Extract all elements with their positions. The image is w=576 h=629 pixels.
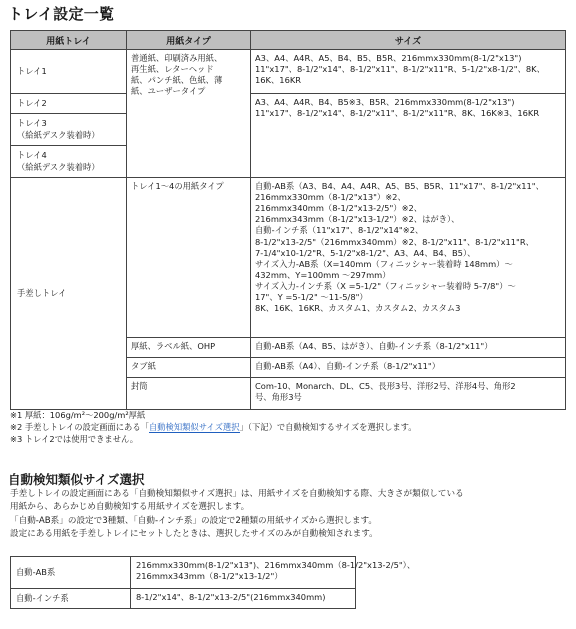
size-line: サイズ入力-AB系（X=140mm（フィニッシャー装着時 148mm）～ xyxy=(255,258,513,269)
size-line: 11"x17"、8-1/2"x14"、8-1/2"x11"、8-1/2"x11"R、5-1/2"x8-1/2"、8K、 xyxy=(255,64,545,75)
tray3-label: トレイ3 xyxy=(17,118,47,129)
size-line: 216mmx330mm（8-1/2"x13"）※2、 xyxy=(255,192,406,203)
size-line: A3、A4、A4R、A5、B4、B5、B5R、216mmx330mm(8-1/2"x13") xyxy=(255,53,522,63)
auto-detect-table xyxy=(10,556,416,609)
auto-ab-label: 自動-AB系 xyxy=(11,557,131,589)
size-line: 7-1/4"x10-1/2"R、5-1/2"x8-1/2"、A3、A4、B4、B5）、 xyxy=(255,247,476,258)
table-row xyxy=(11,589,356,609)
size-line: 自動-AB系（A3、B4、A4、A4R、A5、B5、B5R、11"x17"、8-1/2"x11"、 xyxy=(255,181,544,191)
bypass-type-cell: 封筒 xyxy=(127,378,251,410)
bypass-type-cell: タブ紙 xyxy=(127,358,251,378)
col-header-size: サイズ xyxy=(251,31,566,50)
size-line: 17"、Y =5-1/2" ～11-5/8"） xyxy=(255,292,368,303)
bypass-type-cell: トレイ1～4の用紙タイプ xyxy=(127,178,251,338)
description-line: 「自動-AB系」の設定で3種類、「自動-インチ系」の設定で2種類の用紙サイズから選択します。 xyxy=(10,515,377,526)
auto-ab-value xyxy=(131,557,416,589)
bypass-size-cell xyxy=(251,358,566,378)
section-description xyxy=(10,488,570,541)
page-title: トレイ設定一覧 xyxy=(8,5,115,23)
footnote-1: ※1 厚紙：106g/m²～200g/m²厚紙 xyxy=(10,410,146,420)
tray3-cell xyxy=(11,114,127,146)
table-row xyxy=(11,94,566,114)
value-line: 216mmx343mm（8-1/2"x13-1/2"） xyxy=(136,571,283,582)
size-line: 自動-AB系（A4）、自動-インチ系（8-1/2"x11"） xyxy=(255,361,441,371)
value-line: 216mmx330mm(8-1/2"x13")、216mmx340mm（8-1/2"x13-2/5"）、 xyxy=(136,560,416,570)
size-line: サイズ入力-インチ系（X =5-1/2"（フィニッシャー装着時 5-7/8"）～ xyxy=(255,280,516,291)
bypass-size-cell xyxy=(251,378,566,410)
description-line: 手差しトレイの設定画面にある「自動検知類似サイズ選択」は、用紙サイズを自動検知する際、大きさが類似している xyxy=(10,489,464,499)
size-line: 8K、16K、16KR、カスタム1、カスタム2、カスタム3 xyxy=(255,303,461,314)
type-line: 紙、ユーザータイプ xyxy=(131,86,206,97)
footnote-2-post: 」（下記）で自動検知するサイズを選択します。 xyxy=(239,421,417,432)
tray4-label: トレイ4 xyxy=(17,150,47,161)
tray-settings-table xyxy=(10,30,566,410)
size-line: 8-1/2"x13-2/5"（216mmx340mm）※2、8-1/2"x11"、8-1/2"x11"R、 xyxy=(255,236,534,247)
type-line: 再生紙、レターヘッド xyxy=(131,64,214,75)
bypass-type-cell: 厚紙、ラベル紙、OHP xyxy=(127,338,251,358)
table-header-row xyxy=(11,31,566,50)
bypass-tray-cell: 手差しトレイ xyxy=(11,178,127,410)
footnote-2-pre: ※2 手差しトレイの設定画面にある「 xyxy=(10,421,149,432)
size-line: A3、A4、A4R、B4、B5※3、B5R、216mmx330mm(8-1/2"x13") xyxy=(255,97,515,107)
value-line: 8-1/2"x14"、8-1/2"x13-2/5"(216mmx340mm) xyxy=(136,592,326,602)
size-line: 自動-インチ系（11"x17"、8-1/2"x14"※2、 xyxy=(255,225,424,236)
footnotes xyxy=(10,410,570,445)
description-line: 用紙から、あらかじめ自動検知する用紙サイズを選択します。 xyxy=(10,502,250,513)
col-header-tray: 用紙トレイ xyxy=(11,31,127,50)
tray4-cell xyxy=(11,146,127,178)
col-header-type: 用紙タイプ xyxy=(127,31,251,50)
size-line: 11"x17"、8-1/2"x14"、8-1/2"x11"、8-1/2"x11"R、8K、16K※3、16KR xyxy=(255,108,540,119)
bypass-size-cell xyxy=(251,178,566,338)
tray4-sublabel: （給紙デスク装着時） xyxy=(17,161,100,172)
auto-inch-value xyxy=(131,589,356,609)
description-line: 設定にある用紙を手差しトレイにセットしたときは、選択したサイズのみが自動検知されます。 xyxy=(10,528,378,539)
tray1-cell: トレイ1 xyxy=(11,50,127,94)
type-line: 紙、パンチ紙、色紙、薄 xyxy=(131,75,223,86)
section-title: 自動検知類似サイズ選択 xyxy=(8,472,145,487)
footnote-2 xyxy=(10,422,570,434)
tray3-sublabel: （給紙デスク装着時） xyxy=(17,129,100,140)
table-row xyxy=(11,50,566,94)
size-line: 216mmx343mm（8-1/2"x13-1/2"）※2、はがき）、 xyxy=(255,214,460,225)
auto-inch-label: 自動-インチ系 xyxy=(11,589,131,609)
tray234-size-cell xyxy=(251,94,566,178)
size-line: Com-10、Monarch、DL、C5、長形3号、洋形2号、洋形4号、角形2 xyxy=(255,381,516,391)
size-line: 432mm、Y=100mm ～297mm） xyxy=(255,269,391,280)
tray-type-cell xyxy=(127,50,251,178)
tray1-size-cell xyxy=(251,50,566,94)
type-line: 普通紙、印刷済み用紙、 xyxy=(131,53,223,63)
table-row xyxy=(11,178,566,338)
table-row xyxy=(11,557,356,589)
auto-detect-link[interactable]: 自動検知類似サイズ選択 xyxy=(148,421,240,432)
bypass-size-cell xyxy=(251,338,566,358)
tray2-cell: トレイ2 xyxy=(11,94,127,114)
footnote-3: ※3 トレイ2では使用できません。 xyxy=(10,433,139,444)
size-line: 号、角形3号 xyxy=(255,392,302,403)
size-line: 216mmx340mm（8-1/2"x13-2/5"）※2、 xyxy=(255,203,423,214)
size-line: 自動-AB系（A4、B5、はがき）、自動-インチ系（8-1/2"x11"） xyxy=(255,341,493,351)
size-line: 16K、16KR xyxy=(255,75,302,86)
